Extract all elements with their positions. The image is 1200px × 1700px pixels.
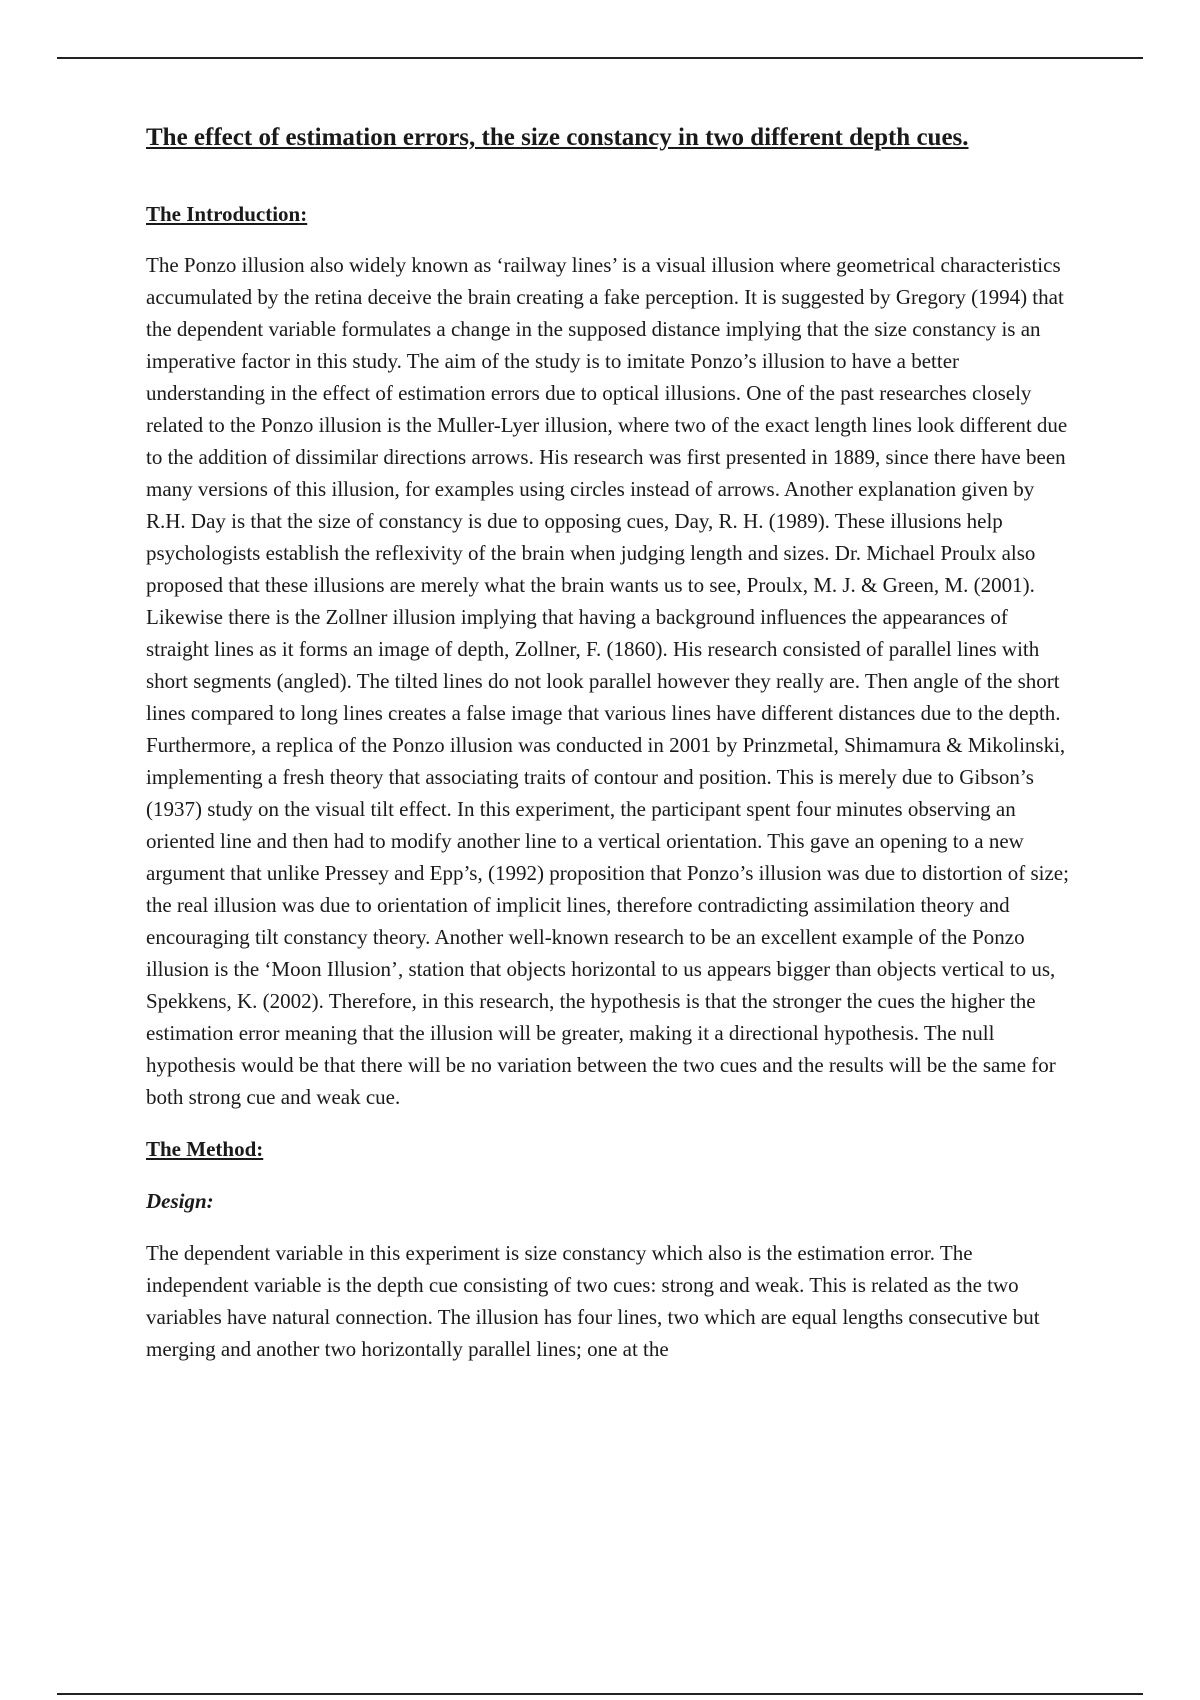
introduction-heading: The Introduction: [146,202,308,226]
method-heading: The Method: [146,1137,264,1161]
top-rule [57,57,1143,59]
bottom-rule [57,1693,1143,1695]
design-subheading: Design: [146,1189,214,1213]
document-body [146,118,1076,1365]
document-title: The effect of estimation errors, the size constancy in two different depth cues. [146,124,969,151]
design-paragraph: The dependent variable in this experiment is size constancy which also is the estimation error. The independent variable is the depth cue consisting of two cues: strong and weak. This is related as the two variables have natural connection. The illusion has four lines, two which are equal lengths consecutive but merging and another two horizontally parallel lines; one at the [146,1241,1040,1361]
introduction-paragraph: The Ponzo illusion also widely known as ‘railway lines’ is a visual illusion where geometrical characteristics accumulated by the retina deceive the brain creating a fake perception. It is suggested by Gregory (1994) that the dependent variable formulates a change in the supposed distance implying that the size constancy is an imperative factor in this study. The aim of the study is to imitate Ponzo’s illusion to have a better understanding in the effect of estimation errors due to optical illusions. One of the past researches closely related to the Ponzo illusion is the Muller-Lyer illusion, where two of the exact length lines look different due to the addition of dissimilar directions arrows. His research was first presented in 1889, since there have been many versions of this illusion, for examples using circles instead of arrows. Another explanation given by R.H. Day is that the size of constancy is due to opposing cues, Day, R. H. (1989). These illusions help psychologists establish the reflexivity of the brain when judging length and sizes. Dr. Michael Proulx also proposed that these illusions are merely what the brain wants us to see, Proulx, M. J. & Green, M. (2001). Likewise there is the Zollner illusion implying that having a background influences the appearances of straight lines as it forms an image of depth, Zollner, F. (1860). His research consisted of parallel lines with short segments (angled). The tilted lines do not look parallel however they really are. Then angle of the short lines compared to long lines creates a false image that various lines have different distances due to the depth. Furthermore, a replica of the Ponzo illusion was conducted in 2001 by Prinzmetal, Shimamura & Mikolinski, implementing a fresh theory that associating traits of contour and position. This is merely due to Gibson’s (1937) study on the visual tilt effect. In this experiment, the participant spent four minutes observing an oriented line and then had to modify another line to a vertical orientation. This gave an opening to a new argument that unlike Pressey and Epp’s, (1992) proposition that Ponzo’s illusion was due to distortion of size; the real illusion was due to orientation of implicit lines, therefore contradicting assimilation theory and encouraging tilt constancy theory. Another well-known research to be an excellent example of the Ponzo illusion is the ‘Moon Illusion’, station that objects horizontal to us appears bigger than objects vertical to us, Spekkens, K. (2002). Therefore, in this research, the hypothesis is that the stronger the cues the higher the estimation error meaning that the illusion will be greater, making it a directional hypothesis. The null hypothesis would be that there will be no variation between the two cues and the results will be the same for both strong cue and weak cue. [146,253,1069,1109]
